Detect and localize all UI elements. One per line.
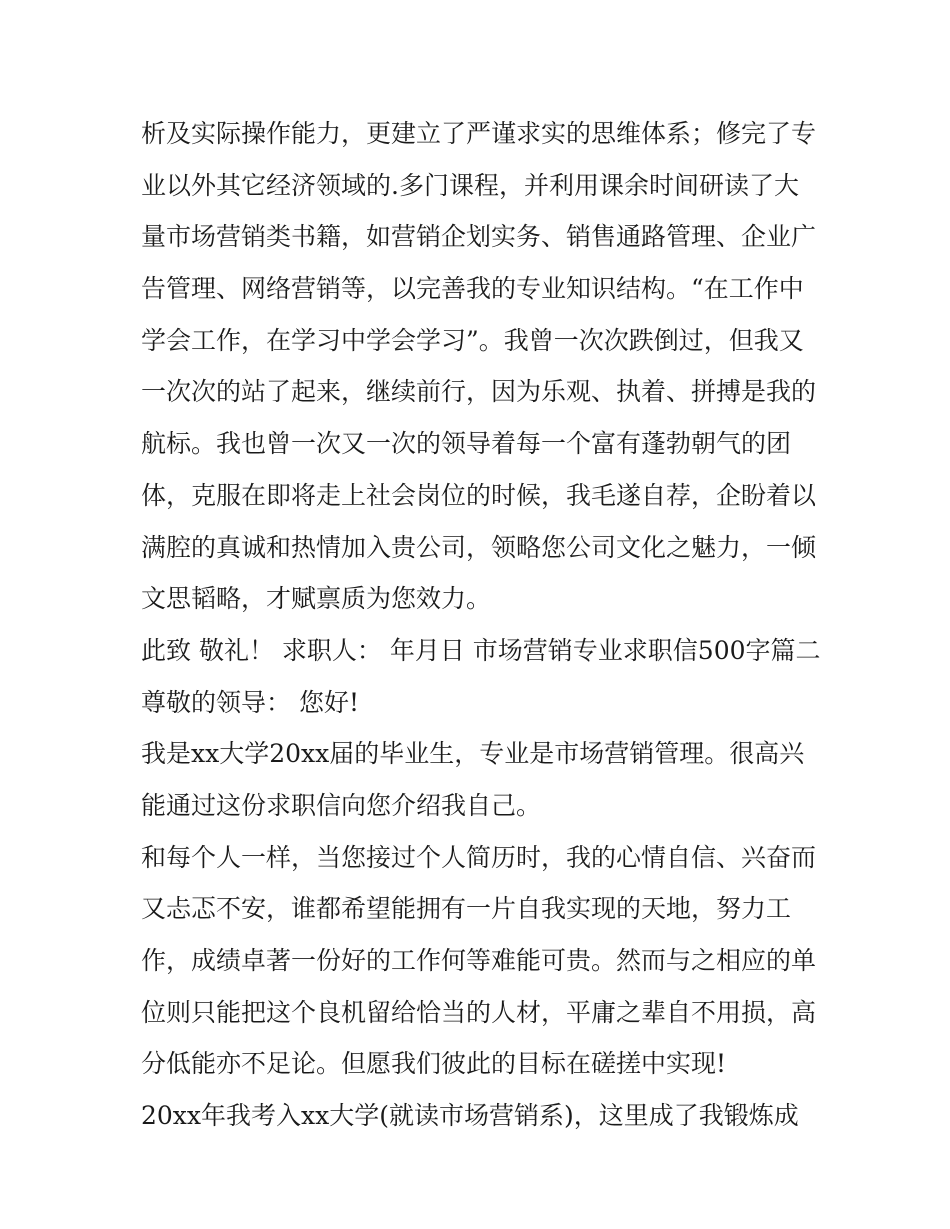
text-line: 文思韬略，才赋禀质为您效力。 [141,584,492,614]
text-line: 分低能亦不足论。但愿我们彼此的目标在磋搓中实现! [141,1049,727,1079]
text-line: 学会工作，在学习中学会学习”。我曾一次次跌倒过，但我又 [141,325,804,355]
text-line: 一次次的站了起来，继续前行，因为乐观、执着、拼搏是我的 [141,377,817,407]
text-line: 作，成绩卓著一份好的工作何等难能可贵。然而与之相应的单 [141,946,817,975]
text-line: 我是xx大学20xx届的毕业生，专业是市场营销管理。很高兴 [141,739,805,769]
text-line: 20xx年我考入xx大学(就读市场营销系)，这里成了我锻炼成 [141,1101,799,1131]
text-line: 业以外其它经济领域的.多门课程，并利用课余时间研读了大 [141,170,799,200]
text-line: 航标。我也曾一次又一次的领导着每一个富有蓬勃朝气的团 [141,429,792,459]
text-line: 量市场营销类书籍，如营销企划实务、销售通路管理、企业广 [141,222,817,252]
text-line: 位则只能把这个良机留给恰当的人材，平庸之辈自不用损，高 [141,997,817,1027]
document-body [141,108,821,1142]
text-line: 体，克服在即将走上社会岗位的时候，我毛遂自荐，企盼着以 [141,480,817,510]
text-line: 又忐忑不安，谁都希望能拥有一片自我实现的天地，努力工 [141,894,792,924]
text-line: 满腔的真诚和热情加入贵公司，领略您公司文化之魅力，一倾 [141,532,817,562]
text-line: 和每个人一样，当您接过个人简历时，我的心情自信、兴奋而 [141,842,817,872]
text-line: 析及实际操作能力，更建立了严谨求实的思维体系；修完了专 [141,119,817,148]
text-line: 能通过这份求职信向您介绍我自己。 [141,790,542,820]
text-line: 此致 敬礼！ 求职人： 年月日 市场营销专业求职信500字篇二 [141,635,821,665]
text-line: 告管理、网络营销等，以完善我的专业知识结构。“在工作中 [141,274,804,304]
text-line: 尊敬的领导： 您好! [141,687,359,717]
